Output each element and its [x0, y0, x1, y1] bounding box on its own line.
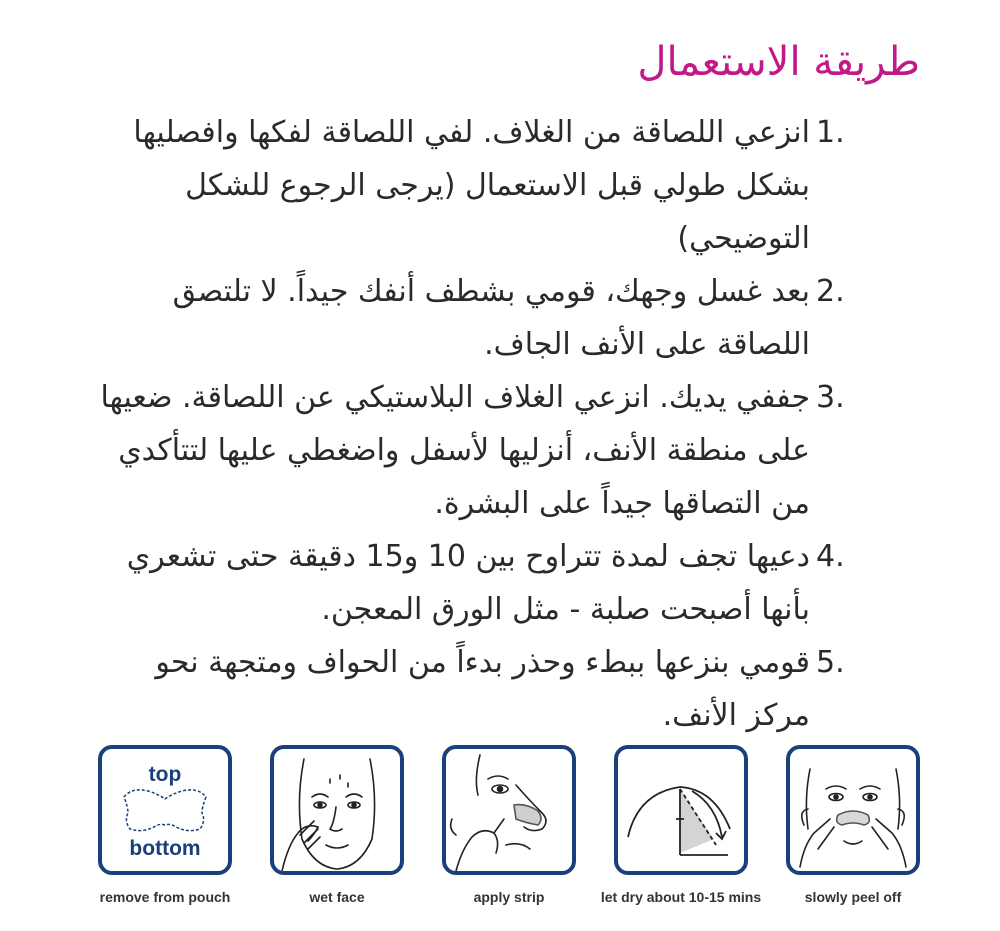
step-text: قومي بنزعها ببطء وحذر بدءاً من الحواف ومتجهة نحو مركز الأنف. [155, 645, 810, 733]
icon-cell-let-dry [596, 745, 766, 905]
step-item [90, 530, 860, 636]
step-item [90, 106, 860, 265]
step-text: انزعي اللصاقة من الغلاف. لفي اللصاقة لفكها وافصليها بشكل طولي قبل الاستعمال (يرجى الرجوع للشكل التوضيحي) [133, 115, 810, 256]
icon-cell-peel-off [768, 745, 938, 905]
timer-dial-icon [614, 745, 748, 875]
icon-cell-apply-strip [424, 745, 594, 905]
step-item [90, 265, 860, 371]
peel-off-icon [786, 745, 920, 875]
wet-face-icon [270, 745, 404, 875]
step-number: 4. [816, 539, 845, 574]
icon-label: let dry about 10-15 mins [600, 889, 762, 905]
strip-bottom-label: bottom [129, 837, 201, 860]
step-item [90, 636, 860, 742]
page-title: طريقة الاستعمال [637, 39, 920, 85]
step-text: دعيها تجف لمدة تتراوح بين 10 و15 دقيقة حتى تشعري بأنها أصبحت صلبة - مثل الورق المعجن. [126, 539, 810, 627]
icon-cell-remove [80, 745, 250, 905]
icon-label: wet face [309, 889, 365, 905]
instruction-list [90, 106, 860, 742]
apply-strip-icon [442, 745, 576, 875]
step-item [90, 371, 860, 530]
strip-top-label: top [148, 763, 182, 786]
icon-cell-wet-face [252, 745, 422, 905]
step-text: بعد غسل وجهك، قومي بشطف أنفك جيداً. لا تلتصق اللصاقة على الأنف الجاف. [172, 274, 810, 362]
step-text: جففي يديك. انزعي الغلاف البلاستيكي عن اللصاقة. ضعيها على منطقة الأنف، أنزليها لأسفل واضغطي عليها لتتأكدي من التصاقها جيداً على البشرة. [100, 380, 810, 521]
step-number: 5. [816, 645, 845, 680]
step-number: 3. [816, 380, 845, 415]
icon-label: remove from pouch [99, 889, 231, 905]
strip-pouch-icon [98, 745, 232, 875]
step-number: 2. [816, 274, 845, 309]
icon-label: apply strip [473, 889, 545, 905]
icon-label: slowly peel off [804, 889, 902, 905]
instruction-icons [80, 745, 940, 920]
step-number: 1. [816, 115, 845, 150]
